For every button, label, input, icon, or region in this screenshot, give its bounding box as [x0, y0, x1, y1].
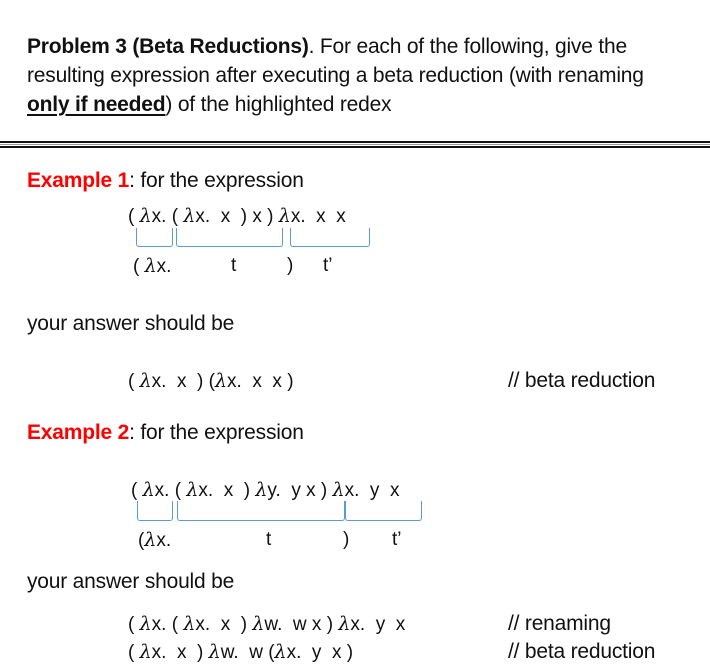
- lambda-symbol: λ: [139, 205, 152, 227]
- example1-label-tprime: t’: [323, 255, 333, 276]
- example2-bracket-binder: [137, 501, 173, 521]
- example2-comment-renaming: // renaming: [508, 612, 611, 635]
- lambda-symbol: λ: [255, 479, 268, 501]
- lambda-symbol: λ: [338, 613, 351, 635]
- lambda-symbol: λ: [183, 205, 196, 227]
- example1-heading: [27, 166, 304, 195]
- example1-label-t: t: [231, 255, 237, 276]
- example2-answer-renaming: ( λx. ( λx. x ) λw. w x ) λx. y x: [128, 613, 406, 635]
- example1-label-binder: ( λx.: [133, 255, 172, 277]
- example1-comment: // beta reduction: [508, 369, 656, 392]
- example1-label: Example 1: [27, 169, 130, 192]
- example2-label-tprime: t’: [392, 529, 402, 550]
- lambda-symbol: λ: [274, 641, 287, 663]
- example1-answer: ( λx. x ) (λx. x x ): [128, 370, 294, 392]
- lambda-symbol: λ: [278, 205, 291, 227]
- example1-answer-intro: your answer should be: [27, 312, 235, 335]
- example2-bracket-t: [177, 501, 345, 521]
- divider-top: [0, 141, 710, 143]
- problem-line-2: resulting expression after executing a beta reduction (with renaming: [27, 64, 644, 87]
- example2-comment-beta: // beta reduction: [508, 640, 656, 663]
- lambda-symbol: λ: [144, 255, 157, 277]
- lambda-symbol: λ: [332, 479, 345, 501]
- problem-title: Problem 3 (Beta Reductions): [27, 35, 309, 58]
- example2-answer-intro: your answer should be: [27, 570, 235, 593]
- lambda-symbol: λ: [183, 613, 196, 635]
- example2-label-binder: (λx.: [138, 529, 172, 551]
- lambda-symbol: λ: [214, 370, 228, 392]
- lambda-symbol: λ: [139, 613, 152, 635]
- example1-bracket-binder: [136, 228, 173, 247]
- lambda-symbol: λ: [186, 479, 199, 501]
- problem-line-3-rest: ) of the highlighted redex: [165, 93, 392, 116]
- example2-answer-beta: ( λx. x ) λw. w (λx. y x ): [128, 641, 354, 663]
- example2-bracket-tprime: [345, 501, 422, 521]
- lambda-symbol: λ: [144, 529, 157, 551]
- example1-expression: ( λx. ( λx. x ) x ) λx. x x: [128, 205, 346, 227]
- lambda-symbol: λ: [208, 641, 221, 663]
- example1-intro: : for the expression: [129, 169, 304, 192]
- example2-intro: : for the expression: [129, 421, 304, 444]
- example2-heading: [27, 418, 304, 447]
- emphasis-only-if-needed: only if needed: [27, 93, 166, 116]
- lambda-symbol: λ: [139, 641, 152, 663]
- example2-label-t: t: [266, 529, 272, 550]
- divider-middle: [0, 144, 710, 145]
- example1-bracket-tprime: [290, 228, 370, 247]
- divider-bottom: [0, 146, 710, 148]
- example1-label-close: ): [287, 255, 294, 276]
- problem-line-1: [27, 32, 627, 61]
- problem-intro: . For each of the following, give the: [308, 35, 627, 58]
- example2-label-close: ): [343, 529, 350, 550]
- example1-bracket-t: [176, 228, 283, 247]
- problem-line-3: [27, 90, 391, 119]
- lambda-symbol: λ: [142, 479, 155, 501]
- lambda-symbol: λ: [139, 370, 152, 392]
- example2-label: Example 2: [27, 421, 130, 444]
- lambda-symbol: λ: [252, 613, 265, 635]
- example2-expression: ( λx. ( λx. x ) λy. y x ) λx. y x: [131, 479, 400, 501]
